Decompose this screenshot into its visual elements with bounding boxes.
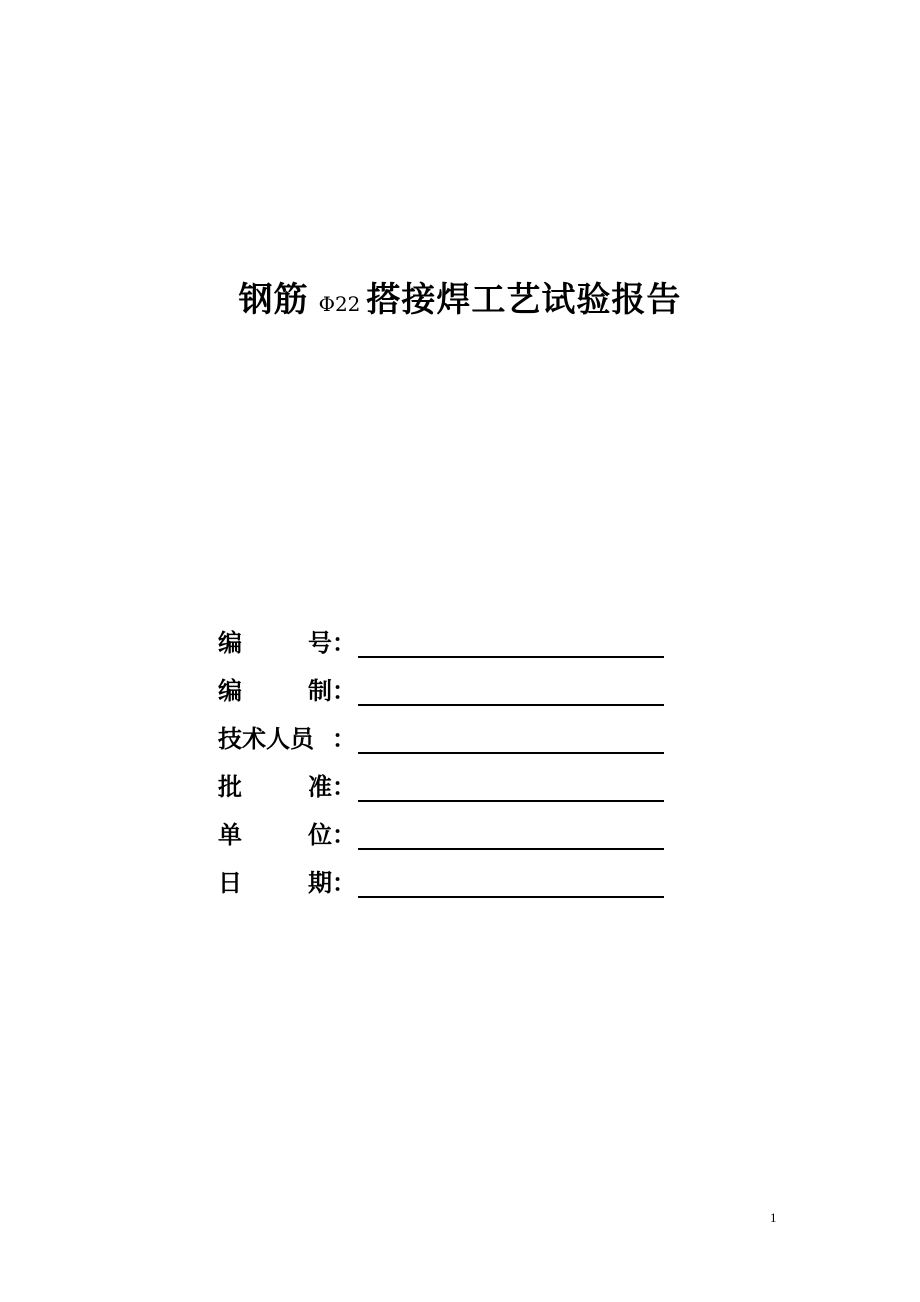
field-row-compiled-by [218,660,668,708]
field-label-compiled-by: 编 制： [218,677,356,705]
title-rebar-spec: Φ22 [318,292,361,316]
document-title [0,272,920,332]
field-line-date[interactable] [358,896,664,898]
field-row-number [218,612,668,660]
field-line-approved-by[interactable] [358,800,664,802]
field-row-organization [218,804,668,852]
field-line-number[interactable] [358,656,664,658]
field-label-organization: 单 位： [218,821,356,849]
field-row-technician [218,708,668,756]
page-number: 1 [770,1210,777,1225]
field-label-approved-by: 批 准： [218,773,356,801]
title-material: 钢筋 [238,280,309,320]
title-report-name: 搭接焊工艺试验报告 [366,280,682,320]
field-row-approved-by [218,756,668,804]
field-label-number: 编 号： [218,629,356,657]
field-line-organization[interactable] [358,848,664,850]
field-label-technician: 技术人员 ： [218,725,356,753]
field-row-date [218,852,668,900]
field-label-date: 日 期： [218,869,356,897]
field-line-compiled-by[interactable] [358,704,664,706]
signoff-fields [218,612,668,900]
field-line-technician[interactable] [358,752,664,754]
